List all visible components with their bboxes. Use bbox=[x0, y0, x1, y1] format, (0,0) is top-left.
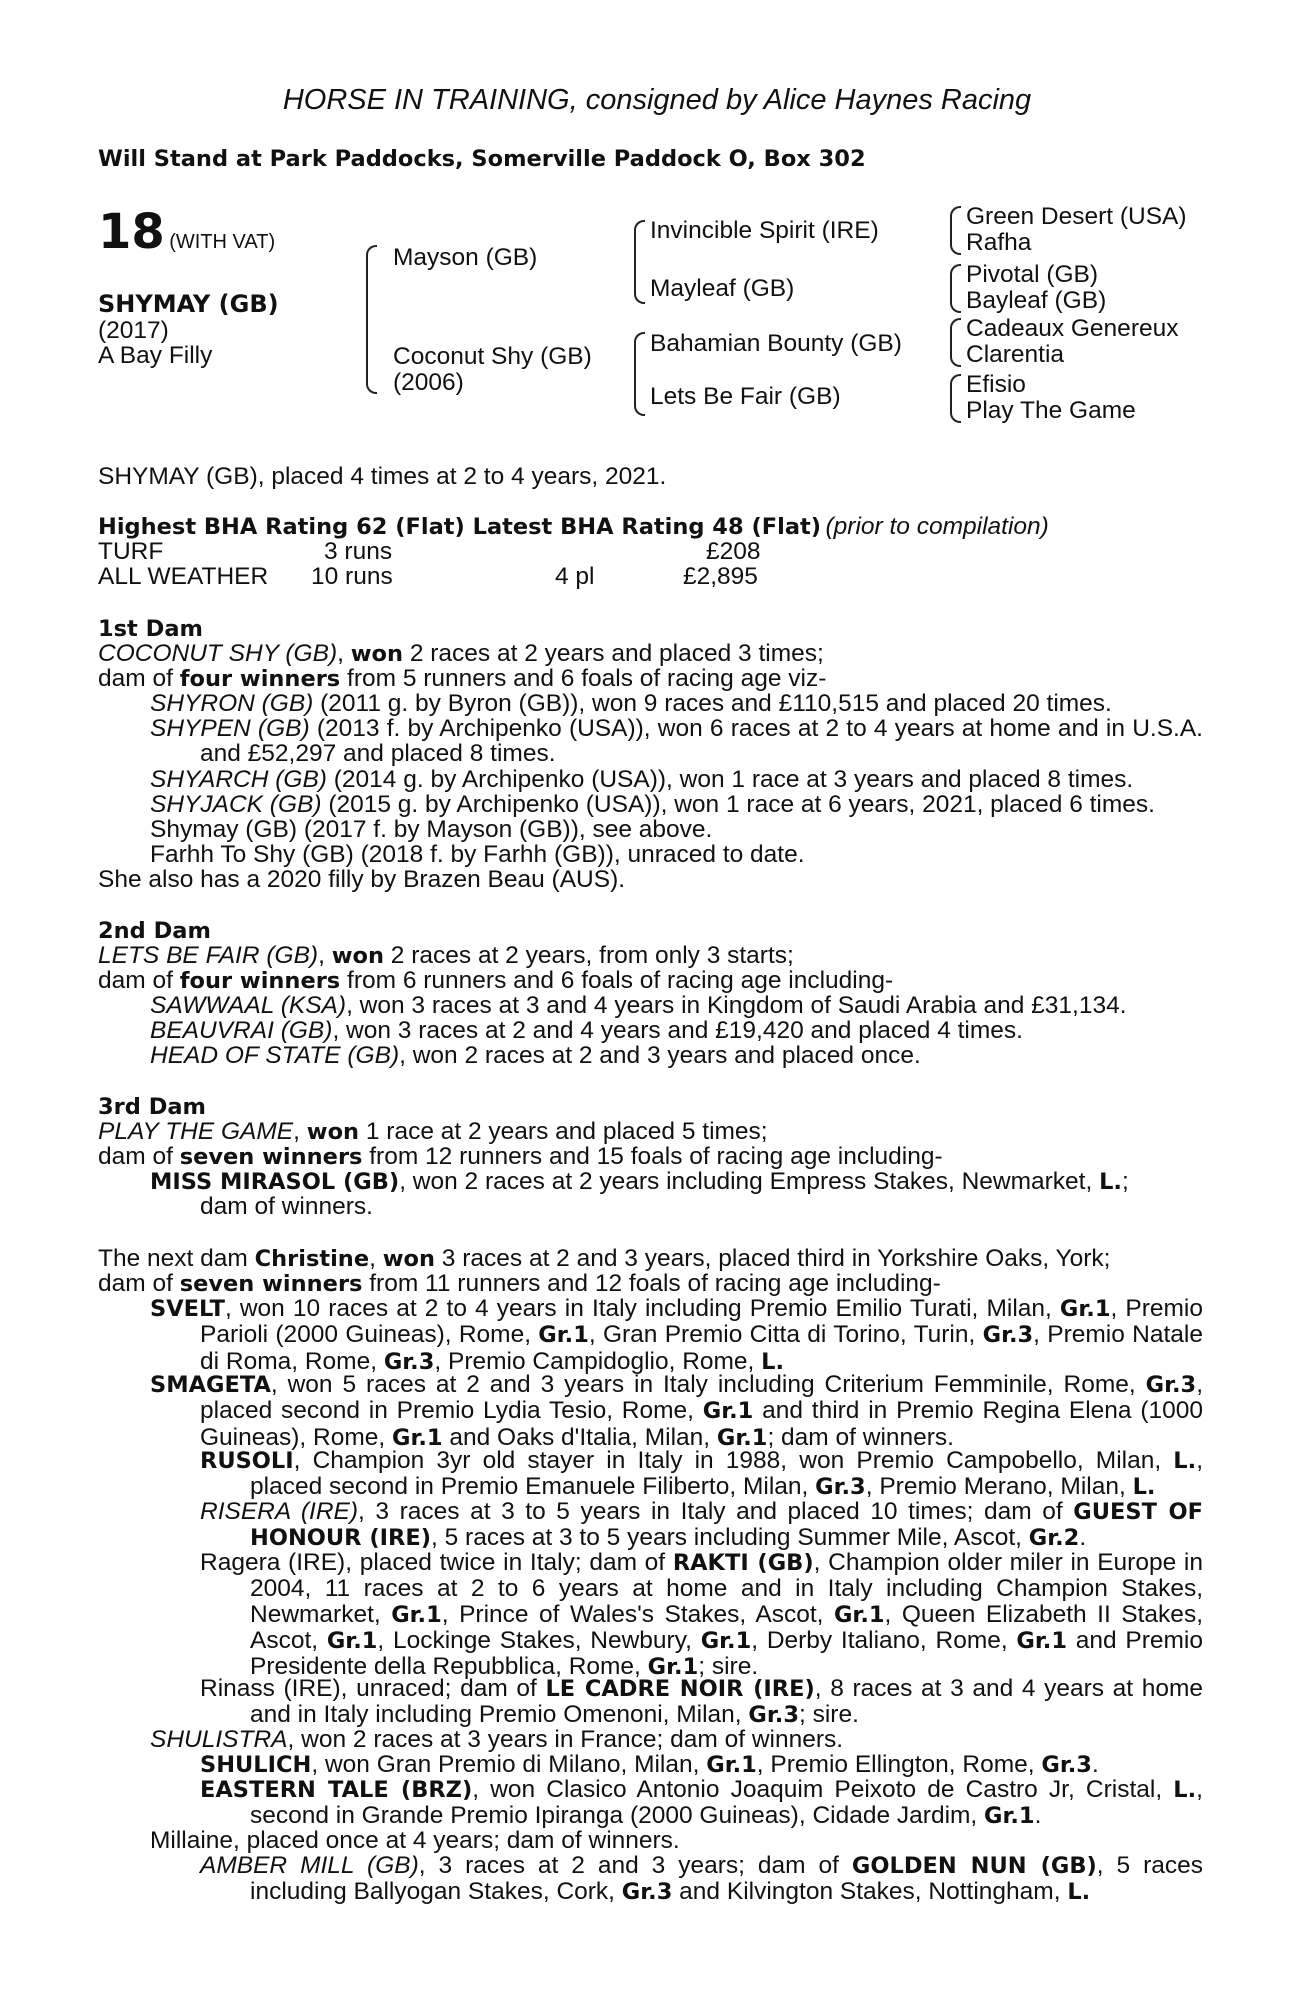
record-text: , 5 races at 3 to 5 years including Summer Mile, Ascot, bbox=[430, 1524, 1029, 1552]
record-text: ; sire. bbox=[798, 1701, 859, 1729]
record-text: , 3 races at 2 and 3 years; dam of bbox=[418, 1852, 852, 1879]
record-text: ; sire. bbox=[698, 1653, 759, 1681]
dam-line: PLAY THE GAME, won 1 race at 2 years and placed 5 times; bbox=[98, 1118, 768, 1145]
risera-entry bbox=[200, 1499, 1203, 1552]
millaine-entry: Millaine, placed once at 4 years; dam of winners. bbox=[150, 1827, 680, 1854]
punct: ; bbox=[1121, 1168, 1129, 1195]
shulistra-entry bbox=[150, 1727, 843, 1752]
pedigree-dam: Coconut Shy (GB) bbox=[393, 343, 592, 370]
pedigree-g1: Green Desert (USA) bbox=[966, 203, 1187, 230]
dam-of-detail: from 11 runners and 12 foals of racing age including- bbox=[362, 1270, 941, 1297]
dam-record: 3 races at 2 and 3 years, placed third in Yorkshire Oaks, York; bbox=[434, 1245, 1111, 1272]
rating-surface: ALL WEATHER bbox=[98, 563, 269, 590]
listed-label: L. bbox=[1099, 1169, 1122, 1195]
horse-name: SVELT bbox=[150, 1296, 225, 1322]
svelt-entry bbox=[150, 1296, 1203, 1375]
progeny-record: (2014 g. by Archipenko (USA)), won 1 race at 3 years and placed 8 times. bbox=[326, 766, 1134, 793]
pedigree-dam-sire: Bahamian Bounty (GB) bbox=[650, 330, 902, 357]
dam-record: 2 races at 2 years, from only 3 starts; bbox=[383, 942, 794, 969]
progeny-line bbox=[150, 792, 1155, 817]
progeny-record: (2018 f. by Farhh (GB)), unraced to date. bbox=[353, 841, 805, 868]
punct: . bbox=[1034, 1802, 1042, 1830]
progeny-name: MISS MIRASOL (GB) bbox=[150, 1169, 400, 1195]
record-text: , Premio Parioli (2000 Guineas), Rome, bbox=[200, 1295, 1203, 1349]
grade-label: Gr.1 bbox=[647, 1654, 699, 1681]
rusoli-entry bbox=[200, 1448, 1203, 1501]
rating-text: Highest BHA Rating 62 (Flat) Latest BHA Rating 48 (Flat) bbox=[98, 514, 822, 540]
progeny-line bbox=[150, 817, 712, 842]
pedigree-dam-year: (2006) bbox=[393, 369, 464, 396]
winners-count: four winners bbox=[179, 666, 341, 692]
record-text: , Premio Ellington, Rome, bbox=[756, 1751, 1042, 1778]
next-dam-text: The next dam bbox=[98, 1245, 255, 1272]
listed-label: L. bbox=[1173, 1777, 1197, 1803]
punct: . bbox=[1091, 1751, 1099, 1778]
grade-label: Gr.3 bbox=[1145, 1372, 1197, 1398]
progeny-line bbox=[150, 1018, 1023, 1043]
record-text: , 3 races at 3 to 5 years in Italy and placed 10 times; dam of bbox=[358, 1498, 1074, 1525]
rating-amount: £2,895 bbox=[683, 563, 758, 590]
winners-count: seven winners bbox=[179, 1271, 363, 1297]
amber-entry bbox=[200, 1853, 1203, 1906]
horse-name: LE CADRE NOIR (IRE) bbox=[545, 1676, 815, 1702]
pedigree-brace bbox=[950, 318, 961, 367]
record-text: , Prince of Wales's Stakes, Ascot, bbox=[441, 1600, 834, 1628]
record-text: , Premio Merano, Milan, bbox=[865, 1473, 1133, 1501]
dam-of-line bbox=[98, 666, 826, 692]
grade-label: Gr.1 bbox=[716, 1424, 768, 1451]
record-text: , Lockinge Stakes, Newbury, bbox=[377, 1626, 701, 1654]
grade-label: Gr.1 bbox=[702, 1398, 754, 1425]
pedigree-sire: Mayson (GB) bbox=[393, 244, 538, 271]
dam-of-detail: from 12 runners and 15 foals of racing age including- bbox=[362, 1143, 943, 1170]
ragera-entry bbox=[200, 1550, 1203, 1680]
also-note: She also has a 2020 filly by Brazen Beau (AUS). bbox=[98, 866, 626, 893]
progeny-line bbox=[150, 767, 1133, 792]
pedigree-brace bbox=[950, 264, 961, 313]
progeny-name: SHYPEN (GB) bbox=[150, 715, 310, 742]
progeny-record: (2015 g. by Archipenko (USA)), won 1 race at 6 years, 2021, placed 6 times. bbox=[321, 791, 1155, 818]
smageta-entry bbox=[150, 1372, 1203, 1451]
progeny-para bbox=[150, 716, 1203, 767]
record-text: and Oaks d'Italia, Milan, bbox=[442, 1423, 717, 1451]
lot-block bbox=[98, 204, 275, 260]
record-text: , won 2 races at 3 years in France; dam of winners. bbox=[287, 1726, 844, 1753]
section-heading: 3rd Dam bbox=[98, 1094, 206, 1120]
pedigree-g3: Pivotal (GB) bbox=[966, 261, 1099, 288]
record-text: , 8 races at 3 and 4 years at home and in Italy including Premio Omenoni, Milan, bbox=[250, 1675, 1203, 1729]
record-text: , won Clasico Antonio Joaquim Peixoto de Castro Jr, Cristal, bbox=[472, 1776, 1174, 1803]
grade-label: Gr.3 bbox=[815, 1474, 866, 1501]
record-text: Rinass (IRE), unraced; dam of bbox=[200, 1675, 546, 1702]
record-text: , 5 races including Ballyogan Stakes, Cork, bbox=[250, 1852, 1203, 1906]
progeny-record: , won 2 races at 2 years including Empress Stakes, Newmarket, bbox=[399, 1168, 1100, 1195]
dam-line: COCONUT SHY (GB), won 2 races at 2 years and placed 3 times; bbox=[98, 640, 824, 667]
grade-label: Gr.1 bbox=[326, 1627, 378, 1654]
record-text: Ragera (IRE), placed twice in Italy; dam of bbox=[200, 1549, 673, 1576]
dam-of-detail: from 6 runners and 6 foals of racing age including- bbox=[340, 967, 894, 994]
record-text: , won 10 races at 2 to 4 years in Italy including Premio Emilio Turati, Milan, bbox=[224, 1295, 1060, 1322]
progeny-name: BEAUVRAI (GB) bbox=[150, 1017, 333, 1044]
pedigree-sire-dam: Mayleaf (GB) bbox=[650, 275, 795, 302]
pedigree-brace bbox=[634, 332, 645, 416]
punct: . bbox=[1079, 1524, 1087, 1552]
dam-of-text: dam of bbox=[98, 665, 180, 692]
next-dam-line bbox=[98, 1246, 1110, 1272]
horse-name: EASTERN TALE (BRZ) bbox=[200, 1777, 473, 1803]
record-text: , won 5 races at 2 and 3 years in Italy including Criterium Femminile, Rome, bbox=[270, 1371, 1146, 1398]
progeny-record: (2013 f. by Archipenko (USA)), won 6 races at 2 to 4 years at home and in U.S.A. and £52,297 and placed 8 times. bbox=[200, 715, 1203, 768]
grade-label: Gr.3 bbox=[621, 1879, 673, 1906]
listed-label: L. bbox=[1067, 1879, 1091, 1906]
progeny-name: Farhh To Shy (GB) bbox=[150, 841, 354, 868]
dam-of-text: dam of bbox=[98, 967, 180, 994]
pedigree-sire-sire: Invincible Spirit (IRE) bbox=[650, 217, 879, 244]
grade-label: Gr.1 bbox=[706, 1752, 757, 1778]
record-text: , Premio Natale di Roma, Rome, bbox=[200, 1321, 1203, 1375]
pedigree-g7: Efisio bbox=[966, 371, 1026, 398]
record-text: , Premio Campidoglio, Rome, bbox=[434, 1347, 762, 1375]
record-text: , won Gran Premio di Milano, Milan, bbox=[311, 1751, 707, 1778]
horse-name: SMAGETA bbox=[150, 1372, 271, 1398]
pedigree-dam-dam: Lets Be Fair (GB) bbox=[650, 383, 841, 410]
stand-location: Will Stand at Park Paddocks, Somerville Paddock O, Box 302 bbox=[98, 146, 866, 172]
dam-name: LETS BE FAIR (GB) bbox=[98, 942, 319, 969]
dam-name: PLAY THE GAME bbox=[98, 1118, 294, 1145]
dam-of-text: dam of bbox=[98, 1270, 180, 1297]
dam-line: LETS BE FAIR (GB), won 2 races at 2 years, from only 3 starts; bbox=[98, 942, 794, 969]
pedigree-g6: Clarentia bbox=[966, 341, 1065, 368]
dam-record: 1 race at 2 years and placed 5 times; bbox=[359, 1118, 768, 1145]
progeny-line bbox=[150, 993, 1127, 1018]
vat-note: (WITH VAT) bbox=[169, 231, 276, 253]
page-title: HORSE IN TRAINING, consigned by Alice Haynes Racing bbox=[282, 84, 1032, 116]
grade-label: Gr.1 bbox=[1059, 1296, 1111, 1322]
horse-name: AMBER MILL (GB) bbox=[200, 1852, 419, 1879]
progeny-record: (2017 f. by Mayson (GB)), see above. bbox=[297, 816, 713, 843]
horse-name: SHULISTRA bbox=[150, 1726, 288, 1753]
horse-name: RAKTI (GB) bbox=[672, 1550, 814, 1576]
progeny-name: SAWWAAL (KSA) bbox=[150, 992, 347, 1019]
grade-label: Gr.1 bbox=[833, 1601, 885, 1628]
listed-label: L. bbox=[1173, 1448, 1197, 1474]
won-label: won bbox=[382, 1246, 435, 1272]
pedigree-g2: Rafha bbox=[966, 229, 1032, 256]
grade-label: Gr.2 bbox=[1028, 1525, 1080, 1552]
won-label: won bbox=[306, 1119, 360, 1145]
won-label: won bbox=[350, 641, 404, 667]
progeny-line bbox=[150, 842, 805, 867]
grade-label: Gr.1 bbox=[391, 1601, 442, 1628]
progeny-record: , won 3 races at 2 and 4 years and £19,420 and placed 4 times. bbox=[332, 1017, 1023, 1044]
record-text: and third in Premio Regina Elena (1000 Guineas), Rome, bbox=[200, 1397, 1203, 1451]
horse-name: RUSOLI bbox=[200, 1448, 294, 1474]
dam-name: COCONUT SHY (GB) bbox=[98, 640, 338, 667]
grade-label: Gr.3 bbox=[1041, 1752, 1092, 1778]
eastern-entry bbox=[200, 1777, 1203, 1830]
punct: , bbox=[369, 1245, 383, 1272]
rating-amount: £208 bbox=[706, 538, 761, 565]
winners-count: four winners bbox=[179, 968, 341, 994]
progeny-name: SHYRON (GB) bbox=[150, 690, 314, 717]
dam-of-line bbox=[98, 1271, 941, 1297]
horse-description: A Bay Filly bbox=[98, 342, 213, 369]
rating-placed: 4 pl bbox=[555, 563, 595, 590]
pedigree-brace bbox=[366, 245, 377, 394]
section-heading: 2nd Dam bbox=[98, 918, 211, 944]
won-label: won bbox=[331, 943, 384, 969]
shulich-entry bbox=[200, 1752, 1099, 1778]
grade-label: Gr.3 bbox=[748, 1702, 799, 1729]
progeny-name: SHYJACK (GB) bbox=[150, 791, 322, 818]
record-text: , Derby Italiano, Rome, bbox=[751, 1626, 1017, 1654]
horse-name: SHYMAY (GB) bbox=[98, 290, 279, 318]
dam-name: Christine bbox=[254, 1246, 370, 1272]
dam-of-text: dam of bbox=[98, 1143, 180, 1170]
grade-label: Gr.1 bbox=[984, 1803, 1035, 1830]
record-text: ; dam of winners. bbox=[767, 1423, 954, 1451]
dam-of-line bbox=[98, 968, 893, 994]
dam-record: 2 races at 2 years and placed 3 times; bbox=[403, 640, 824, 667]
record-text: , Champion 3yr old stayer in Italy in 1988, won Premio Campobello, Milan, bbox=[293, 1447, 1174, 1474]
record-text: , Champion older miler in Europe in 2004, 11 races at 2 to 6 years at home and in Italy including Champion Stakes, Newmarket, bbox=[250, 1549, 1203, 1628]
record-text: , placed second in Premio Emanuele Filiberto, Milan, bbox=[250, 1447, 1203, 1501]
progeny-name: HEAD OF STATE (GB) bbox=[150, 1042, 400, 1069]
horse-year: (2017) bbox=[98, 317, 169, 344]
grade-label: Gr.1 bbox=[700, 1627, 752, 1654]
progeny-line bbox=[150, 691, 1112, 716]
rinass-entry bbox=[200, 1676, 1203, 1729]
winners-count: seven winners bbox=[179, 1144, 363, 1170]
pedigree-g5: Cadeaux Genereux bbox=[966, 315, 1179, 342]
progeny-line bbox=[150, 1169, 1129, 1195]
pedigree-brace bbox=[950, 374, 961, 423]
horse-name: SHULICH bbox=[200, 1752, 312, 1778]
horse-name: RISERA (IRE) bbox=[200, 1498, 359, 1525]
grade-label: Gr.1 bbox=[538, 1322, 589, 1349]
record-text: , Gran Premio Citta di Torino, Turin, bbox=[588, 1321, 983, 1349]
rating-surface: TURF bbox=[98, 538, 164, 565]
horse-name: GOLDEN NUN (GB) bbox=[851, 1853, 1097, 1879]
section-heading: 1st Dam bbox=[98, 616, 203, 642]
pedigree-g4: Bayleaf (GB) bbox=[966, 287, 1107, 314]
dam-of-line bbox=[98, 1144, 943, 1170]
progeny-name: Shymay (GB) bbox=[150, 816, 298, 843]
grade-label: Gr.3 bbox=[982, 1322, 1034, 1349]
record-text: , placed second in Premio Lydia Tesio, Rome, bbox=[200, 1371, 1203, 1425]
dam-of-detail: from 5 runners and 6 foals of racing age viz- bbox=[340, 665, 827, 692]
record-text: and Kilvington Stakes, Nottingham, bbox=[672, 1878, 1068, 1906]
progeny-name: SHYARCH (GB) bbox=[150, 766, 327, 793]
lot-number: 18 bbox=[98, 204, 165, 260]
record-text: , Queen Elizabeth II Stakes, Ascot, bbox=[250, 1600, 1203, 1654]
pedigree-brace bbox=[950, 206, 961, 255]
progeny-record: , won 2 races at 2 and 3 years and placed once. bbox=[399, 1042, 921, 1069]
listed-label: L. bbox=[761, 1348, 785, 1375]
pedigree-brace bbox=[634, 220, 645, 304]
progeny-record: , won 3 races at 3 and 4 years in Kingdom of Saudi Arabia and £31,134. bbox=[346, 992, 1127, 1019]
rating-runs: 3 runs bbox=[324, 538, 393, 565]
progeny-record: (2011 g. by Byron (GB)), won 9 races and £110,515 and placed 20 times. bbox=[313, 690, 1112, 717]
record-text: and Premio Presidente della Repubblica, Rome, bbox=[250, 1626, 1203, 1681]
race-summary: SHYMAY (GB), placed 4 times at 2 to 4 years, 2021. bbox=[98, 463, 667, 490]
progeny-line-cont: dam of winners. bbox=[200, 1193, 373, 1220]
rating-runs: 10 runs bbox=[311, 563, 393, 590]
record-text: , second in Grande Premio Ipiranga (2000 Guineas), Cidade Jardim, bbox=[250, 1776, 1203, 1830]
rating-line bbox=[98, 514, 1049, 540]
rating-note: (prior to compilation) bbox=[825, 513, 1049, 540]
grade-label: Gr.3 bbox=[383, 1348, 435, 1375]
progeny-line bbox=[150, 1043, 921, 1068]
grade-label: Gr.1 bbox=[1016, 1627, 1067, 1654]
grade-label: Gr.1 bbox=[392, 1424, 443, 1451]
horse-name: GUEST OF HONOUR (IRE) bbox=[250, 1499, 1204, 1552]
listed-label: L. bbox=[1132, 1474, 1156, 1501]
pedigree-g8: Play The Game bbox=[966, 397, 1136, 424]
